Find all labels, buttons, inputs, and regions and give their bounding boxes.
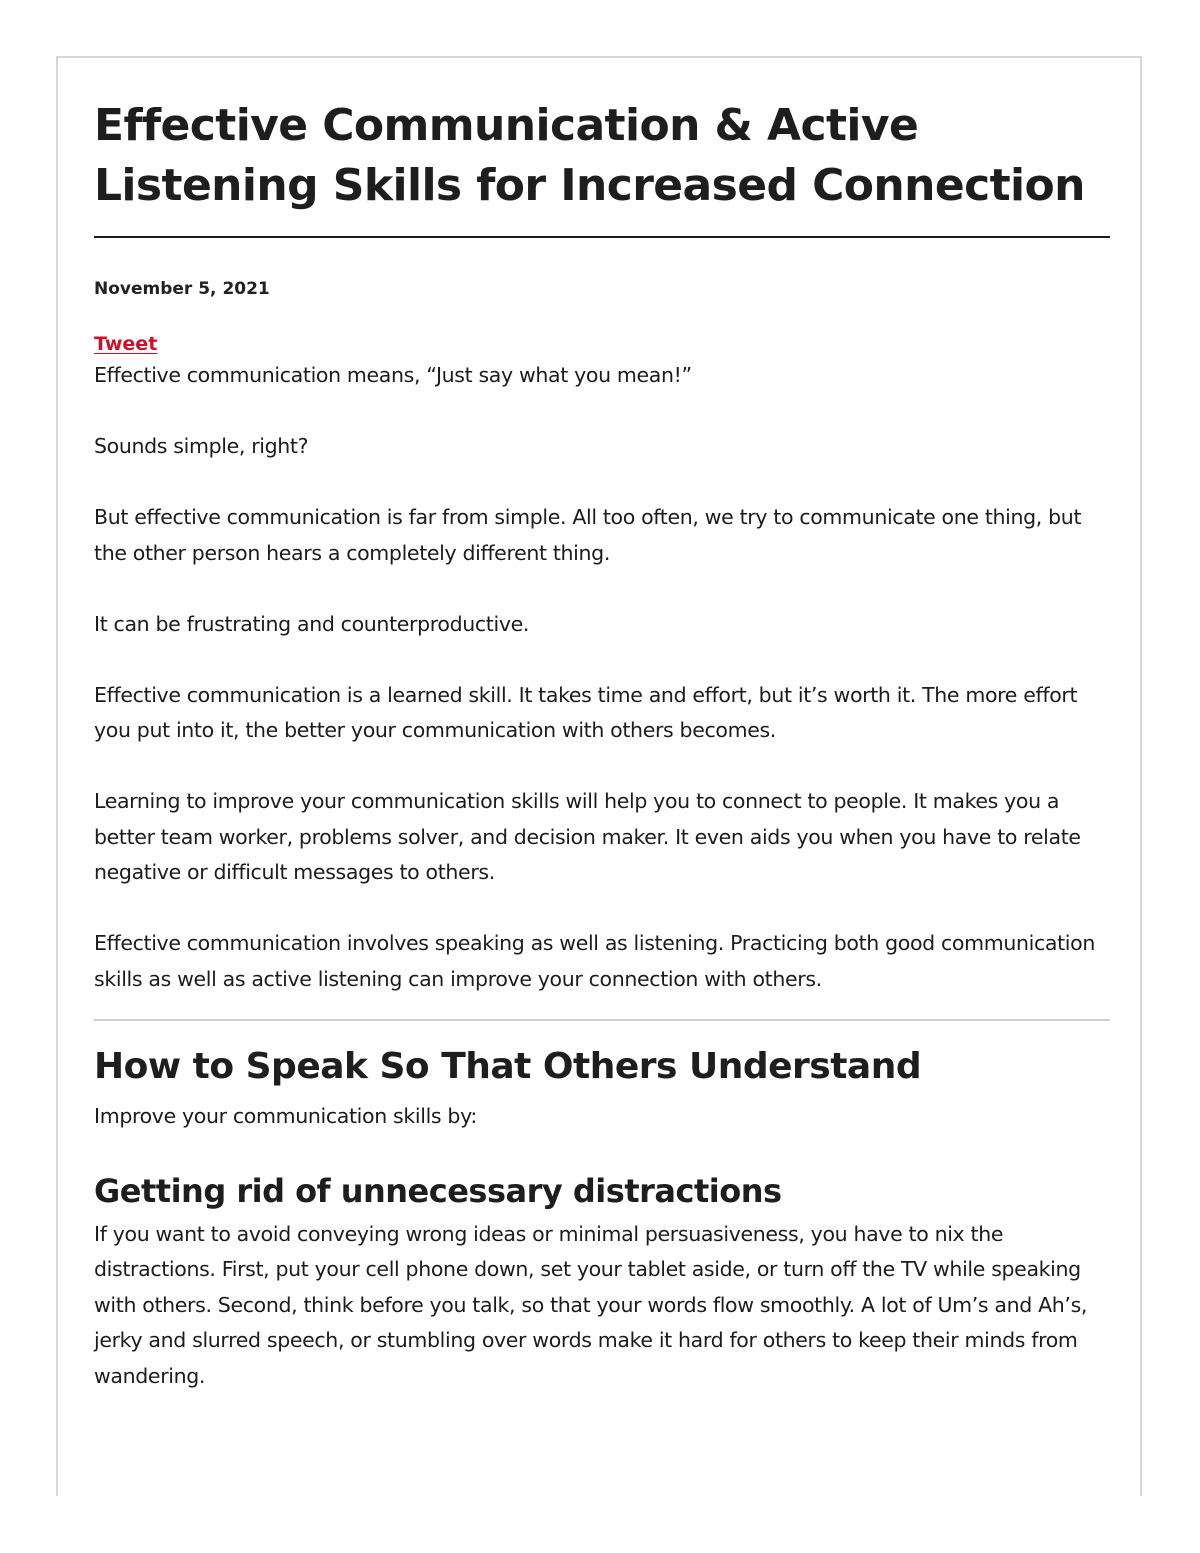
- article-title: Effective Communication & Active Listening Skills for Increased Connection: [94, 100, 1085, 211]
- paragraph: Effective communication means, “Just say what you mean!”: [94, 363, 692, 387]
- paragraph: Sounds simple, right?: [94, 434, 309, 458]
- section-intro: Improve your communication skills by:: [94, 1104, 477, 1128]
- paragraph: But effective communication is far from simple. All too often, we try to communicate one thing, but the other person hears a completely different thing.: [94, 505, 1082, 565]
- title-divider: [94, 236, 1110, 238]
- tweet-link[interactable]: Tweet: [94, 333, 158, 355]
- page-frame: [56, 56, 1142, 1496]
- section-divider: [94, 1019, 1110, 1021]
- paragraph: Learning to improve your communication skills will help you to connect to people. It makes you a better team worker, problems solver, and decision maker. It even aids you when you have to relate negative or difficult messages to others.: [94, 789, 1081, 884]
- subsection-paragraph: If you want to avoid conveying wrong ideas or minimal persuasiveness, you have to nix the distractions. First, put your cell phone down, set your tablet aside, or turn off the TV while speaking with others. Second, think before you talk, so that your words flow smoothly. A lot of Um’s and Ah’s, jerky and slurred speech, or stumbling over words make it hard for others to keep their minds from wandering.: [94, 1221, 1088, 1388]
- post-date: November 5, 2021: [94, 279, 270, 299]
- paragraph: It can be frustrating and counterproductive.: [94, 611, 530, 636]
- article-body: [94, 96, 1110, 1394]
- section-heading: How to Speak So That Others Understand: [94, 1046, 922, 1087]
- paragraph: Effective communication is a learned skill. It takes time and effort, but it’s worth it. The more effort you put into it, the better your communication with others becomes.: [94, 682, 1078, 742]
- subsection-heading: Getting rid of unnecessary distractions: [94, 1171, 782, 1210]
- paragraph: Effective communication involves speaking as well as listening. Practicing both good communication skills as well as active listening can improve your connection with others.: [94, 931, 1095, 991]
